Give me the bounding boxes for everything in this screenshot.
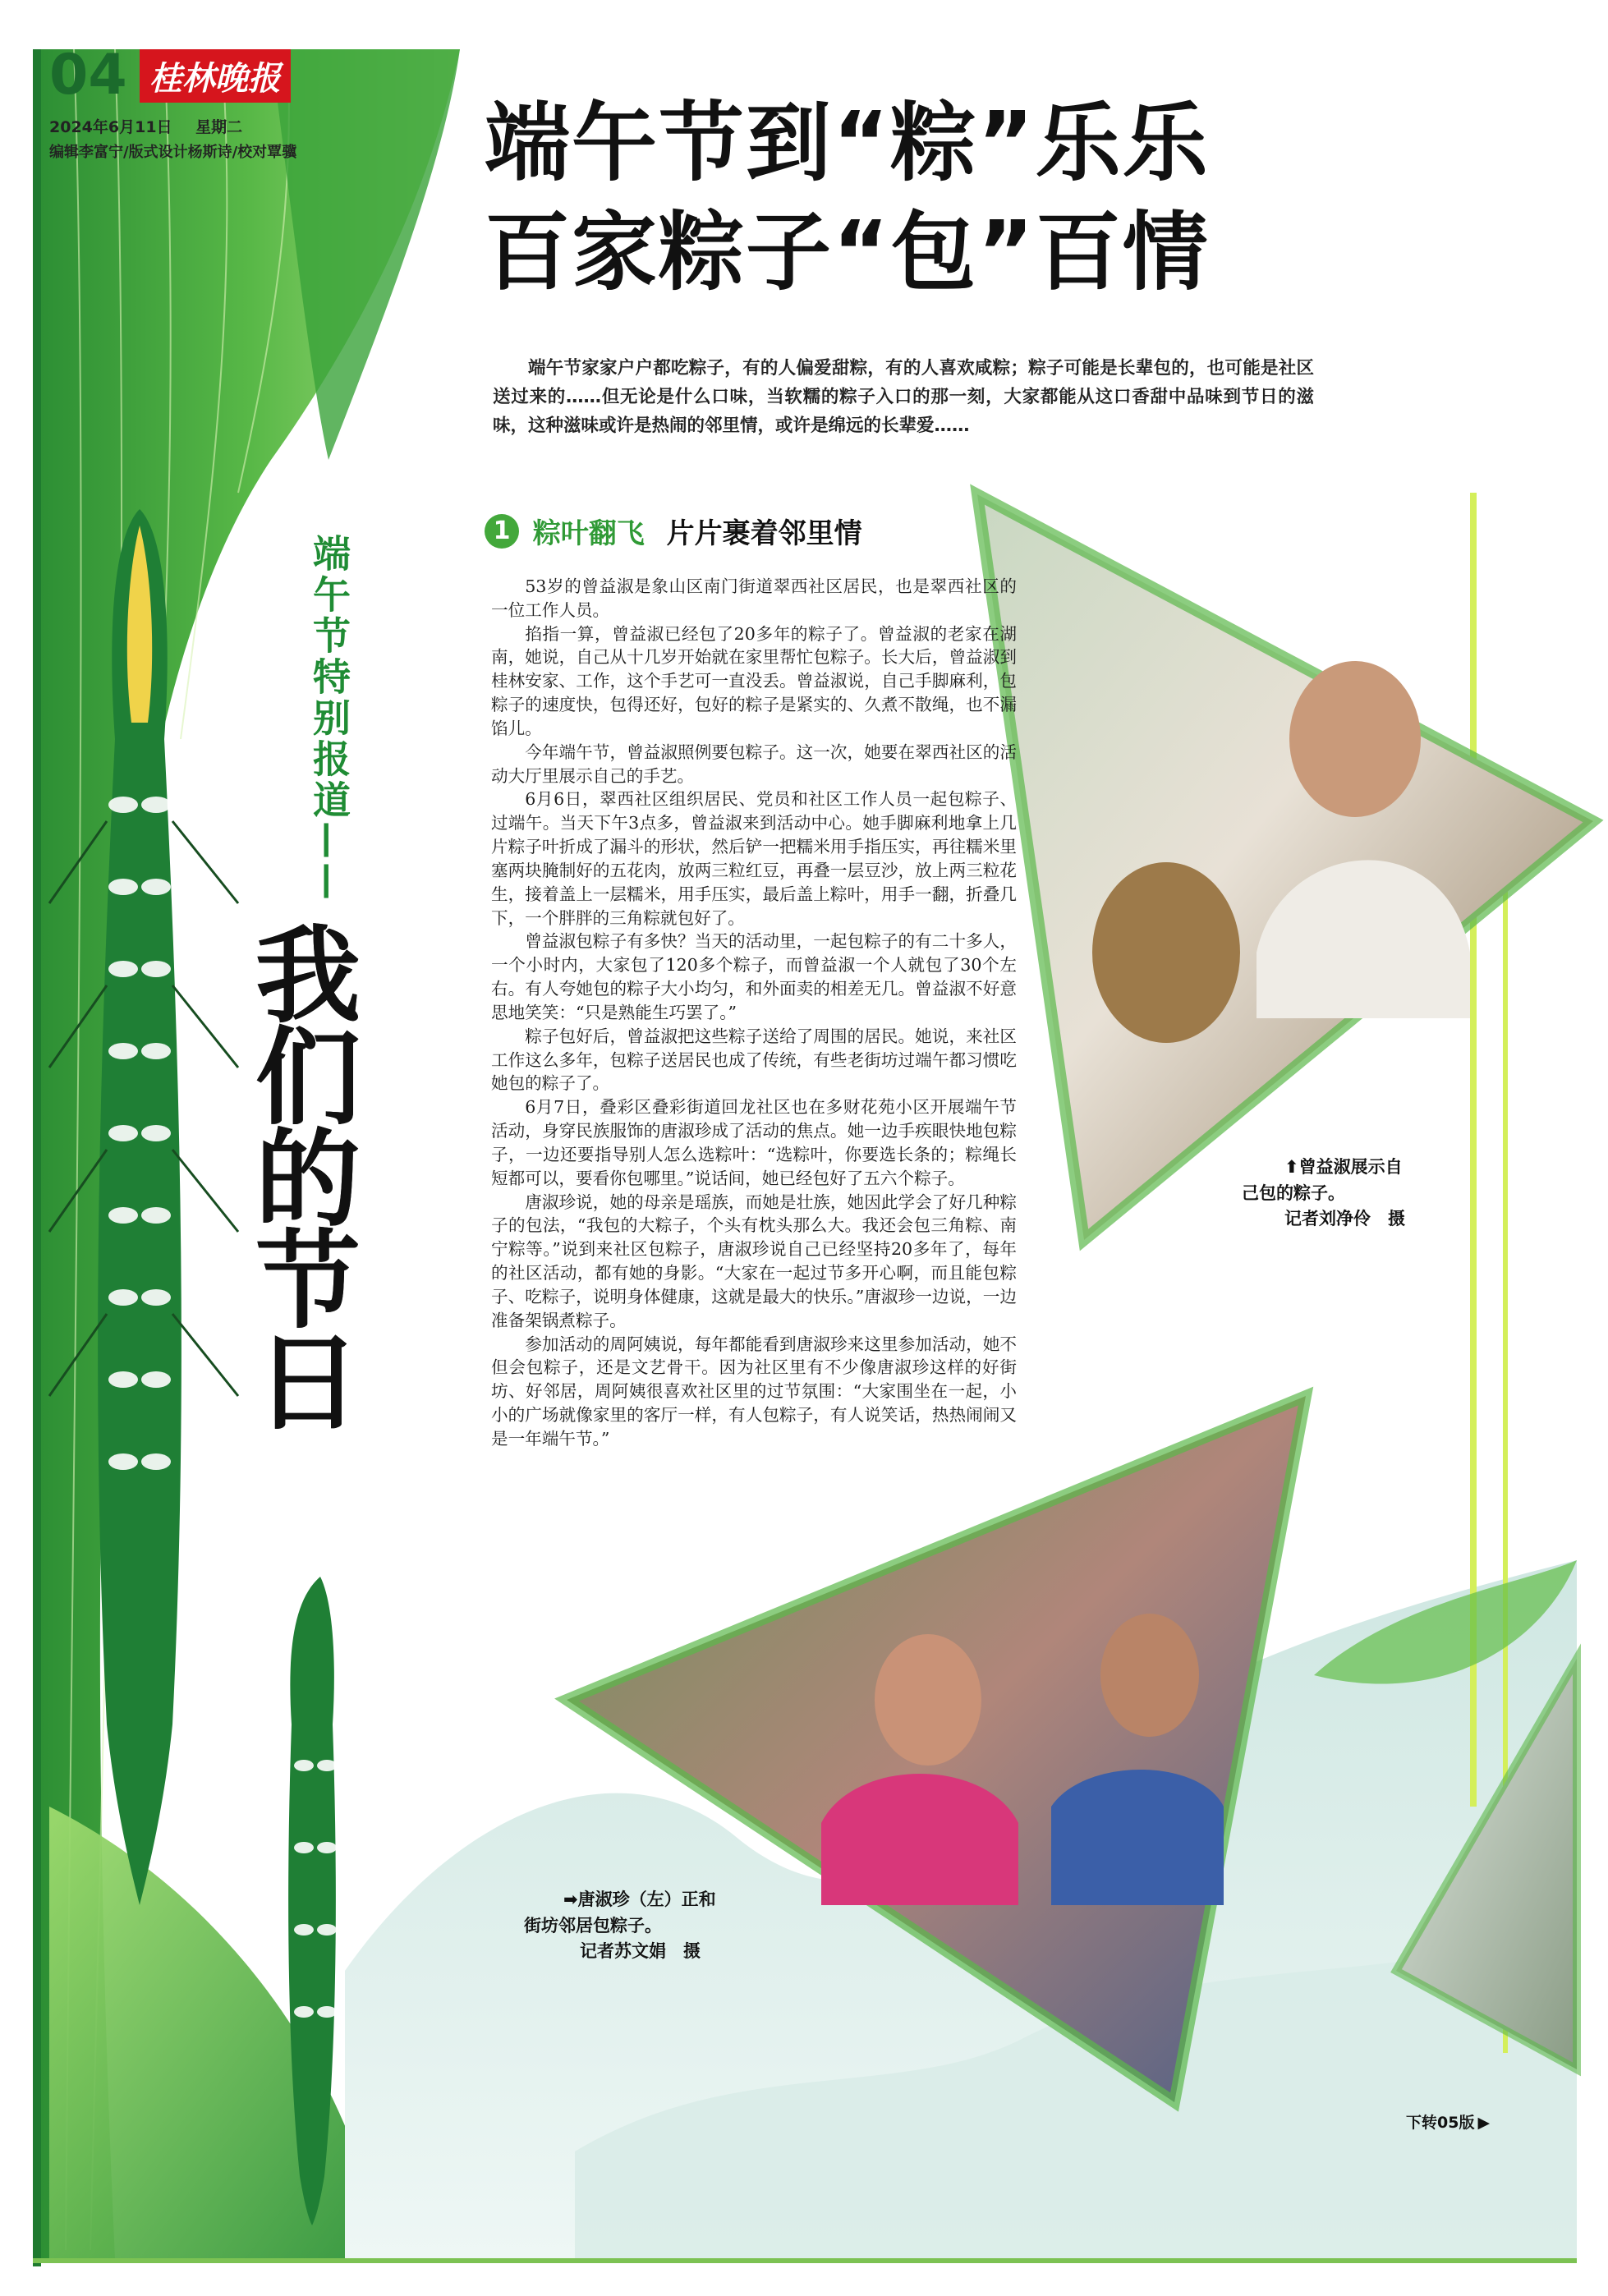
brush-title: 我们的节日 [237, 920, 361, 1429]
article-paragraph: 参加活动的周阿姨说，每年都能看到唐淑珍来这里参加活动，她不但会包粽子，还是文艺骨干。因为社区里有不少像唐淑珍这样的好街坊、好邻居，周阿姨很喜欢社区里的过节氛围：“大家围坐在一起，小小的广场就像家里的客厅一样，有人包粽子，有人说笑话，热热闹闹又是一年端午节。” [491, 1334, 1017, 1449]
photo-caption-2 [524, 1887, 716, 1965]
caption-2-line-1: ➡唐淑珍（左）正和 [563, 1890, 716, 1909]
caption-2-line-2: 街坊邻居包粽子。 [524, 1915, 662, 1936]
headline [485, 89, 1210, 307]
caption-1-line-2: 己包的粽子。 [1242, 1182, 1345, 1203]
issue-weekday: 星期二 [195, 118, 243, 136]
article-paragraph: 6月7日，叠彩区叠彩街道回龙社区也在多财花苑小区开展端午节活动，身穿民族服饰的唐淑珍成了活动的焦点。她一边手疾眼快地包粽子，一边还要指导别人怎么选粽叶：“选粽叶，你要选长条的；粽绳长短都可以，要看你包哪里。”说话间，她已经包好了五六个粽子。 [491, 1097, 1017, 1188]
issue-date: 2024年6月11日 [49, 118, 172, 136]
article-paragraph: 曾益淑包粽子有多快？当天的活动里，一起包粽子的有二十多人，一个小时内，大家包了120多个粽子，而曾益淑一个人就包了30个左右。有人夸她包的粽子大小均匀，和外面卖的相差无几。曾益淑不好意思地笑笑：“只是熟能生巧罢了。” [491, 931, 1017, 1022]
section-subtitle: 片片裹着邻里情 [666, 517, 862, 550]
article-paragraph: 53岁的曾益淑是象山区南门街道翠西社区居民，也是翠西社区的一位工作人员。 [491, 576, 1017, 620]
caption-1-line-1: ⬆曾益淑展示自 [1284, 1157, 1403, 1177]
paper-logo: 桂林晚报 [140, 49, 291, 103]
date-line [49, 115, 394, 137]
caption-1-line-3: 记者刘净伶 摄 [1284, 1209, 1405, 1228]
section-title: 粽叶翻飞 [532, 517, 645, 550]
editor-credits: 编辑李富宁/版式设计杨斯诗/校对覃骥 [49, 144, 297, 161]
article-paragraph: 粽子包好后，曾益淑把这些粽子送给了周围的居民。她说，来社区工作这么多年，包粽子送居民也成了传统，有些老街坊过端午都习惯吃她包的粽子了。 [491, 1026, 1017, 1094]
photo-caption-1 [1242, 1155, 1405, 1233]
section-number-badge: 1 [485, 514, 519, 549]
continue-label: 下转05版 [1406, 2114, 1475, 2132]
masthead [49, 43, 394, 162]
section-heading [485, 511, 862, 551]
column-title: 端午节特别报道—— [307, 534, 351, 903]
article-paragraph: 今年端午节，曾益淑照例要包粽子。这一次，她要在翠西社区的活动大厅里展示自己的手艺。 [491, 742, 1017, 786]
play-arrow-icon: ▶ [1477, 2114, 1491, 2132]
headline-line-1: 端午节到“粽”乐乐 [485, 93, 1210, 193]
lead-paragraph: 端午节家家户户都吃粽子，有的人偏爱甜粽，有的人喜欢咸粽；粽子可能是长辈包的，也可能是社区送过来的……但无论是什么口味，当软糯的粽子入口的那一刻，大家都能从这口香甜中品味到节日的滋味，这种滋味或许是热闹的邻里情，或许是绵远的长辈爱…… [493, 358, 1314, 436]
headline-line-2: 百家粽子“包”百情 [485, 202, 1210, 303]
article-body [491, 575, 1017, 1451]
article-paragraph: 掐指一算，曾益淑已经包了20多年的粽子了。曾益淑的老家在湖南，她说，自己从十几岁开始就在家里帮忙包粽子。长大后，曾益淑到桂林安家、工作，这个手艺可一直没丢。曾益淑说，自己手脚麻利，包粽子的速度快，包得还好，包好的粽子是紧实的、久煮不散绳，也不漏馅儿。 [491, 623, 1017, 738]
article-paragraph: 6月6日，翠西社区组织居民、党员和社区工作人员一起包粽子、过端午。当天下午3点多，曾益淑来到活动中心。她手脚麻利地拿上几片粽子叶折成了漏斗的形状，然后铲一把糯米用手指压实，再往糯米里塞两块腌制好的五花肉，放两三粒红豆，再叠一层豆沙，放上两三粒花生，接着盖上一层糯米，用手压实，最后盖上粽叶，用手一翻，折叠几下，一个胖胖的三角粽就包好了。 [491, 789, 1017, 928]
caption-2-line-3: 记者苏文娟 摄 [580, 1941, 701, 1961]
article-paragraph: 唐淑珍说，她的母亲是瑶族，而她是壮族，她因此学会了好几种粽子的包法，“我包的大粽子，个头有枕头那么大。我还会包三角粽、南宁粽等。”说到来社区包粽子，唐淑珍说自己已经坚持20多年了，每年的社区活动，都有她的身影。“大家在一起过节多开心啊，而且能包粽子、吃粽子，说明身体健康，这就是最大的快乐。”唐淑珍一边说，一边准备架锅煮粽子。 [491, 1192, 1017, 1330]
page-number: 04 [49, 43, 127, 108]
continue-link[interactable] [1406, 2110, 1490, 2133]
